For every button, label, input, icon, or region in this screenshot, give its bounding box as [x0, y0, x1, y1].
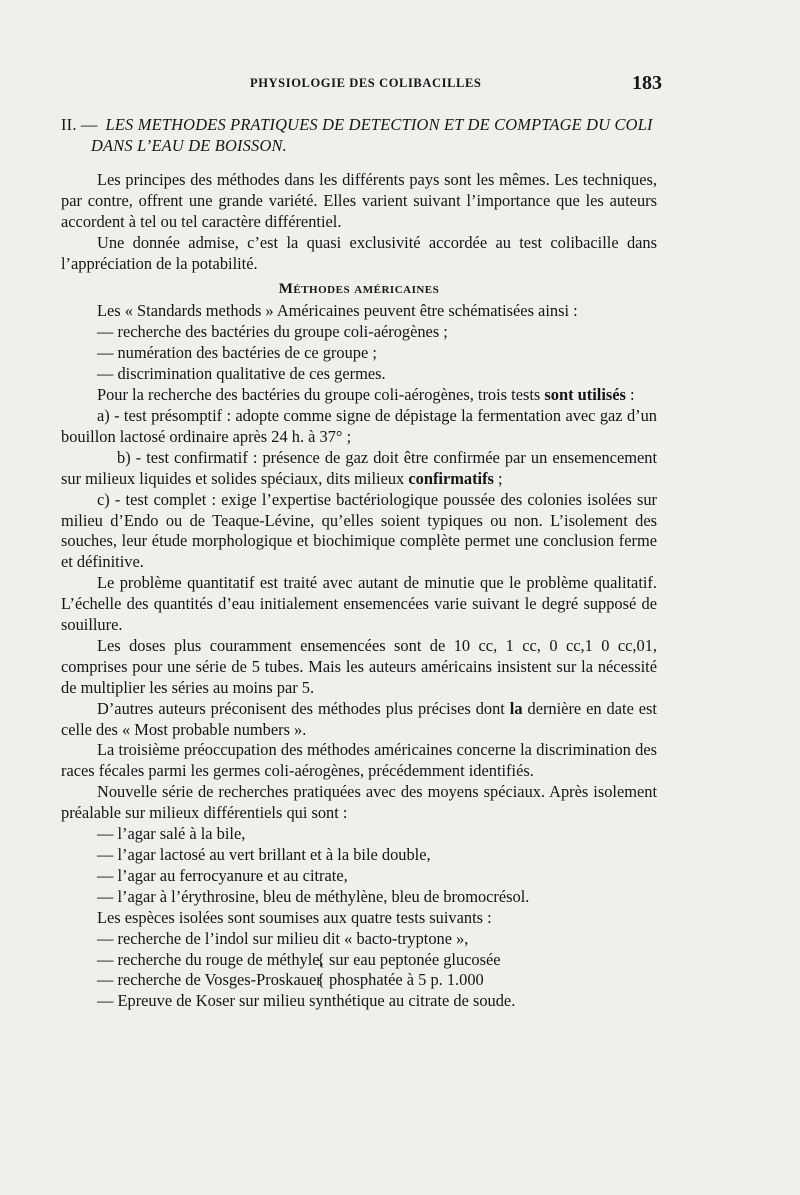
section-title [61, 114, 657, 156]
paragraph-potability: Une donnée admise, c’est la quasi exclusivité accordée au test colibacille dans l’appréciation de la potabilité. [61, 232, 657, 273]
test-confirmatif-bold: confirmatifs [408, 468, 494, 488]
voges-proskauer-test: — recherche de Vosges-Proskauer [97, 970, 322, 990]
list-item: — l’agar salé à la bile, [97, 824, 246, 844]
paragraph-principles: Les principes des méthodes dans les différents pays sont les mêmes. Les techniques, par contre, offrent une grande variété. Elles varient suivant l’importance que les auteurs accordent à tel ou tel caractère différentiel. [61, 170, 657, 231]
page-number: 183 [632, 72, 662, 94]
list-item [61, 970, 657, 991]
test-complet: c) - test complet : exige l’expertise bactériologique poussée des colonies isolées sur milieu d’Endo ou de Teaque-Lévine, qu’elles soient typiques ou non. L’isolement des souches, leur étude morphologique et biochimique complète permet une conclusion ferme et définitive. [61, 489, 657, 572]
list-item [61, 950, 657, 971]
paragraph-tests-intro [61, 385, 657, 406]
tests-intro-bold: sont utilisés [544, 385, 626, 405]
list-item: — l’agar au ferrocyanure et au citrate, [97, 865, 348, 885]
tests-intro-end: : [625, 385, 635, 405]
methyl-red-test: — recherche du rouge de méthyle, [97, 949, 324, 969]
tests-intro-text: Pour la recherche des bactéries du groupe coli-aérogènes, trois tests [97, 385, 545, 405]
most-probable-bold: la [509, 698, 523, 718]
test-confirmatif-end: ; [493, 468, 503, 488]
paragraph-standards-intro: Les « Standards methods » Américaines peuvent être schématisées ainsi : [97, 301, 578, 321]
running-title: PHYSIOLOGIE DES COLIBACILLES [250, 76, 482, 90]
list-item: — Epreuve de Koser sur milieu synthétique au citrate de soude. [97, 991, 516, 1011]
paragraph-most-probable [61, 699, 657, 741]
test-confirmatif [61, 448, 657, 490]
list-item: — recherche de l’indol sur milieu dit « bacto-tryptone », [97, 928, 469, 948]
paragraph-doses: Les doses plus couramment ensemencées sont de 10 cc, 1 cc, 0 cc,1 0 cc,01, comprises pour une série de 5 tubes. Mais les auteurs américains insistent sur la nécessité de multiplier les séries au moins par 5. [61, 635, 657, 697]
list-item: — l’agar à l’érythrosine, bleu de méthylène, bleu de bromocrésol. [97, 886, 530, 906]
paragraph-four-tests: Les espèces isolées sont soumises aux quatre tests suivants : [97, 907, 492, 927]
section-title-text: LES METHODES PRATIQUES DE DETECTION ET DE COMPTAGE DU COLI DANS L’EAU DE BOISSON. [91, 115, 653, 155]
paragraph-quantitative: Le problème quantitatif est traité avec autant de minutie que le problème qualitatif. L’échelle des quantités d’eau initialement ensemencées varie suivant le degré supposé de souillure. [61, 573, 657, 635]
list-item: — recherche des bactéries du groupe coli-aérogènes ; [97, 322, 448, 342]
medium-note: { phosphatée à 5 p. 1.000 [317, 970, 484, 990]
page-header [60, 72, 662, 98]
list-item: — numération des bactéries de ce groupe ; [97, 343, 377, 363]
paragraph-new-series: Nouvelle série de recherches pratiquées avec des moyens spéciaux. Après isolement préalable sur milieux différentiels qui sont : [61, 782, 657, 823]
subheading-american-methods: Méthodes américaines [278, 280, 440, 297]
test-confirmatif-text: b) - test confirmatif : présence de gaz doit être confirmée par un ensemencement sur milieux liquides et solides spéciaux, dits milieux [61, 447, 657, 488]
list-item: — l’agar lactosé au vert brillant et à la bile double, [97, 845, 431, 864]
most-probable-text: D’autres auteurs préconisent des méthodes plus précises dont [97, 698, 510, 718]
page-body [61, 114, 657, 1012]
paragraph-discrimination: La troisième préoccupation des méthodes américaines concerne la discrimination des races fécales parmi les germes coli-aérogènes, précédemment identifiés. [61, 740, 657, 781]
section-number: II. — [61, 115, 98, 134]
medium-note: { sur eau peptonée glucosée [317, 949, 501, 969]
spacer [61, 156, 657, 170]
test-presomptif: a) - test présomptif : adopte comme signe de dépistage la fermentation avec gaz d’un bouillon lactosé ordinaire après 24 h. à 37° ; [61, 405, 657, 446]
list-item: — discrimination qualitative de ces germes. [97, 364, 386, 384]
most-probable-end: dernière en date est celle des « Most probable numbers ». [61, 698, 657, 739]
